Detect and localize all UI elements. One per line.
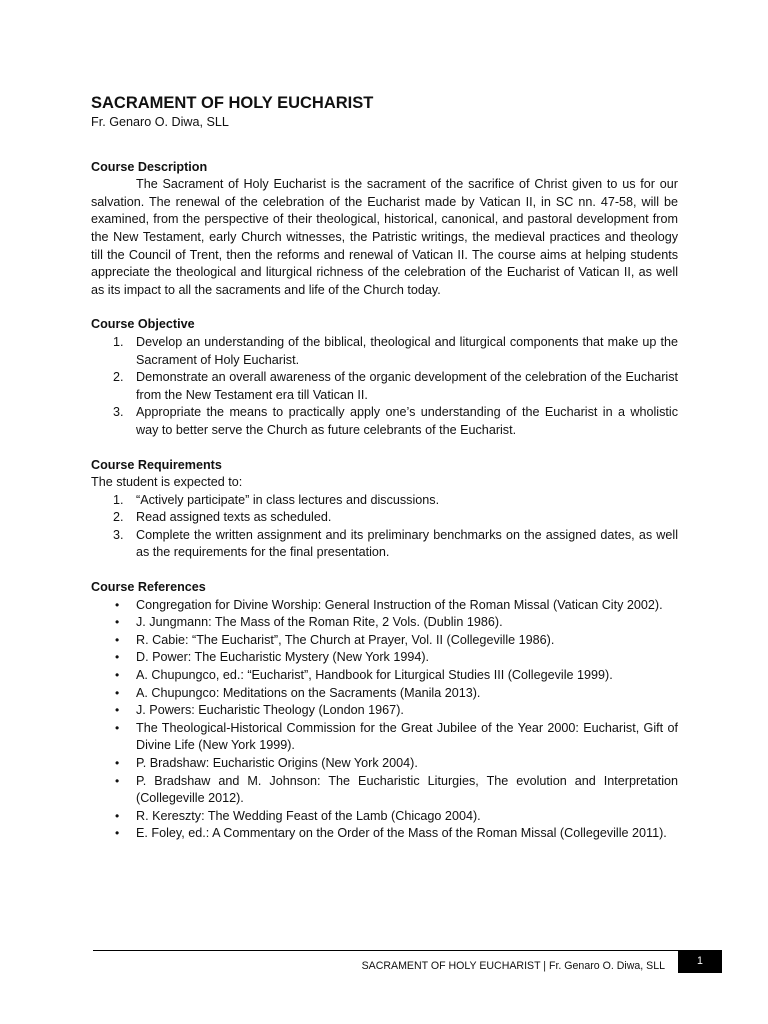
- bullet-icon: •: [115, 615, 120, 630]
- list-number: 2.: [113, 510, 124, 525]
- objective-list: [91, 334, 678, 440]
- course-description-body: The Sacrament of Holy Eucharist is the sacrament of the sacrifice of Christ given to us for our salvation. The renewal of the celebration of the Eucharist made by Vatican II, in SC nn. 47-58, will be examined, from the perspective of their theological, historical, canonical, and pastoral development from the New Testament, early Church witnesses, the Patristic writings, the medieval practices and theology till the Council of Trent, then the reforms and renewal of Vatican II. The course aims at helping students appreciate the theological and liturgical richness of the celebration of the Eucharist of Vatican II, as well as its impact to all the sacraments and life of the Church today.: [91, 177, 678, 297]
- reference-text: J. Jungmann: The Mass of the Roman Rite, 2 Vols. (Dublin 1986).: [136, 615, 503, 630]
- reference-item: [91, 825, 678, 843]
- course-requirements-heading: Course Requirements: [91, 457, 222, 472]
- reference-item: [91, 702, 678, 720]
- bullet-icon: •: [115, 826, 120, 841]
- reference-text: The Theological-Historical Commission for the Great Jubilee of the Year 2000: Eucharist, Gift of Divine Life (New York 1999).: [136, 720, 678, 753]
- bullet-icon: •: [115, 773, 120, 788]
- reference-item: [91, 773, 678, 808]
- objective-text: Appropriate the means to practically apply one’s understanding of the Eucharist in a wholistic way to better serve the Church as future celebrants of the Eucharist.: [136, 405, 678, 437]
- list-number: 3.: [113, 527, 124, 542]
- reference-text: P. Bradshaw and M. Johnson: The Eucharistic Liturgies, The evolution and Interpretation (Collegeville 2012).: [136, 773, 678, 806]
- requirements-intro: The student is expected to:: [91, 475, 243, 490]
- reference-text: R. Cabie: “The Eucharist”, The Church at Prayer, Vol. II (Collegeville 1986).: [136, 632, 555, 647]
- bullet-icon: •: [115, 668, 120, 683]
- objective-item: [91, 404, 678, 439]
- bullet-icon: •: [115, 808, 120, 823]
- list-number: 3.: [113, 405, 124, 420]
- course-description-section: [91, 159, 678, 300]
- reference-item: [91, 685, 678, 703]
- requirement-text: Read assigned texts as scheduled.: [136, 510, 332, 525]
- bullet-icon: •: [115, 685, 120, 700]
- references-list: [91, 597, 678, 843]
- reference-item: [91, 649, 678, 667]
- page-number: 1: [678, 950, 722, 973]
- document-page: [91, 93, 678, 843]
- reference-text: Congregation for Divine Worship: General Instruction of the Roman Missal (Vatican City 2002).: [136, 597, 663, 612]
- requirement-text: “Actively participate” in class lectures and discussions.: [136, 492, 440, 507]
- reference-item: [91, 614, 678, 632]
- bullet-icon: •: [115, 720, 120, 735]
- course-references-heading: Course References: [91, 580, 206, 595]
- course-references-section: [91, 579, 678, 843]
- spacer: [91, 440, 678, 457]
- requirement-text: Complete the written assignment and its preliminary benchmarks on the assigned dates, as well as the requirements for the final presentation.: [136, 527, 678, 560]
- document-title: SACRAMENT OF HOLY EUCHARIST: [91, 94, 374, 112]
- document-author: Fr. Genaro O. Diwa, SLL: [91, 115, 229, 129]
- list-number: 1.: [113, 492, 124, 507]
- list-number: 2.: [113, 370, 124, 385]
- reference-item: [91, 808, 678, 826]
- requirement-item: [91, 527, 678, 562]
- reference-text: D. Power: The Eucharistic Mystery (New York 1994).: [136, 650, 430, 665]
- objective-item: [91, 334, 678, 369]
- footer-divider: [93, 950, 678, 951]
- bullet-icon: •: [115, 703, 120, 718]
- course-objective-section: [91, 316, 678, 439]
- course-description-heading: Course Description: [91, 159, 208, 174]
- reference-item: [91, 597, 678, 615]
- reference-item: [91, 755, 678, 773]
- spacer: [91, 299, 678, 316]
- spacer: [91, 562, 678, 579]
- footer-running-title: SACRAMENT OF HOLY EUCHARIST | Fr. Genaro O. Diwa, SLL: [361, 960, 665, 972]
- course-requirements-section: [91, 457, 678, 563]
- spacer: [91, 132, 678, 159]
- reference-text: A. Chupungco, ed.: “Eucharist”, Handbook for Liturgical Studies III (Collegevile 1999).: [136, 668, 613, 683]
- reference-text: E. Foley, ed.: A Commentary on the Order of the Mass of the Roman Missal (Collegeville 2011).: [136, 826, 667, 841]
- bullet-icon: •: [115, 632, 120, 647]
- reference-text: R. Kereszty: The Wedding Feast of the Lamb (Chicago 2004).: [136, 808, 481, 823]
- requirements-list: [91, 492, 678, 562]
- objective-text: Demonstrate an overall awareness of the organic development of the celebration of the Eucharist from the New Testament era till Vatican II.: [136, 370, 678, 402]
- requirement-item: [91, 492, 678, 510]
- objective-text: Develop an understanding of the biblical, theological and liturgical components that make up the Sacrament of Holy Eucharist.: [136, 334, 678, 367]
- bullet-icon: •: [115, 597, 120, 612]
- reference-item: [91, 632, 678, 650]
- requirement-item: [91, 509, 678, 527]
- reference-text: P. Bradshaw: Eucharistic Origins (New York 2004).: [136, 756, 418, 770]
- course-objective-heading: Course Objective: [91, 317, 195, 332]
- bullet-icon: •: [115, 650, 120, 665]
- reference-item: [91, 667, 678, 685]
- list-number: 1.: [113, 334, 124, 349]
- reference-text: J. Powers: Eucharistic Theology (London 1967).: [136, 703, 404, 718]
- reference-text: A. Chupungco: Meditations on the Sacraments (Manila 2013).: [136, 685, 481, 700]
- bullet-icon: •: [115, 756, 120, 770]
- reference-item: [91, 720, 678, 755]
- objective-item: [91, 369, 678, 404]
